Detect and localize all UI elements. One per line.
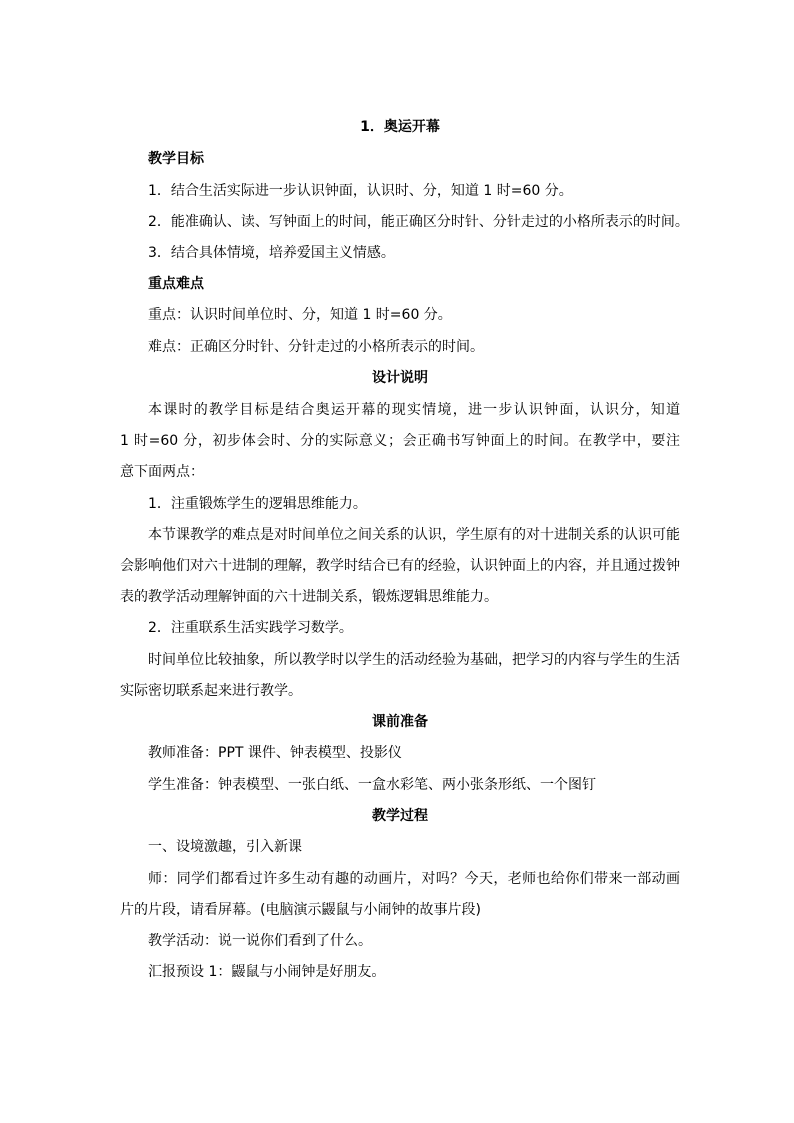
lesson-title: 1．奥运开幕	[360, 119, 440, 135]
process-heading: 教学过程	[372, 808, 428, 824]
process-report: 汇报预设 1：鼹鼠与小闹钟是好朋友。	[148, 964, 386, 980]
process-paragraph-line: 师：同学们都看过许多生动有趣的动画片，对吗？今天，老师也给你们带来一部动画	[148, 871, 680, 887]
design-paragraph-line: 本节课教学的难点是对时间单位之间关系的认识，学生原有的对十进制关系的认识可能	[148, 527, 680, 543]
design-point: 1．注重锻炼学生的逻辑思维能力。	[148, 496, 367, 512]
design-paragraph-line: 时间单位比较抽象，所以教学时以学生的活动经验为基础，把学习的内容与学生的生活	[148, 652, 680, 668]
process-paragraph-line: 片的片段，请看屏幕。(电脑演示鼹鼠与小闹钟的故事片段)	[120, 902, 481, 918]
prep-heading: 课前准备	[372, 714, 428, 730]
design-paragraph-line: 意下面两点：	[120, 464, 204, 480]
key-heading: 重点难点	[148, 276, 204, 292]
design-paragraph-line: 表的教学活动理解钟面的六十进制关系，锻炼逻辑思维能力。	[120, 589, 498, 605]
goals-heading: 教学目标	[148, 151, 204, 167]
design-paragraph-line: 实际密切联系起来进行教学。	[120, 683, 302, 699]
teacher-prep: 教师准备：PPT 课件、钟表模型、投影仪	[148, 745, 402, 761]
key-item: 重点：认识时间单位时、分，知道 1 时=60 分。	[148, 307, 452, 323]
student-prep: 学生准备：钟表模型、一张白纸、一盒水彩笔、两小张条形纸、一个图钉	[148, 777, 596, 793]
design-paragraph-line: 本课时的教学目标是结合奥运开幕的现实情境，进一步认识钟面，认识分，知道	[148, 402, 680, 418]
key-item: 难点：正确区分时针、分针走过的小格所表示的时间。	[148, 339, 484, 355]
goal-item: 2．能准确认、读、写钟面上的时间，能正确区分时针、分针走过的小格所表示的时间。	[148, 214, 689, 230]
goal-item: 3．结合具体情境，培养爱国主义情感。	[148, 245, 395, 261]
process-step: 一、设境激趣，引入新课	[148, 839, 302, 855]
design-point: 2．注重联系生活实践学习数学。	[148, 620, 353, 636]
process-activity: 教学活动：说一说你们看到了什么。	[148, 933, 372, 949]
design-paragraph-line: 1 时=60 分，初步体会时、分的实际意义；会正确书写钟面上的时间。在教学中，要注	[120, 433, 680, 449]
design-paragraph-line: 会影响他们对六十进制的理解，教学时结合已有的经验，认识钟面上的内容，并且通过拨钟	[120, 558, 680, 574]
goal-item: 1．结合生活实际进一步认识钟面，认识时、分，知道 1 时=60 分。	[148, 183, 573, 199]
design-heading: 设计说明	[372, 370, 428, 386]
